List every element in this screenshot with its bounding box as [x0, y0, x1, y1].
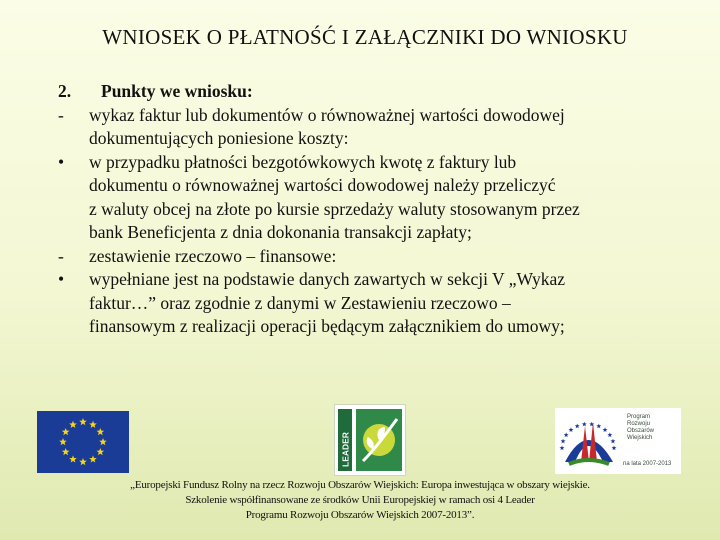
star-icon: [62, 428, 70, 435]
star-icon: [99, 438, 107, 445]
star-icon: [575, 424, 580, 429]
star-icon: [59, 438, 67, 445]
star-icon: [69, 455, 77, 462]
list-item-line: wykaz faktur lub dokumentów o równoważnej wartości dowodowej: [89, 104, 565, 125]
list-item-line: bank Beneficjenta z dnia dokonania transakcji zapłaty;: [89, 222, 472, 242]
star-icon: [89, 421, 97, 428]
star-icon: [62, 448, 70, 455]
footer-line: Szkolenie współfinansowane ze środków Unii Europejskiej w ramach osi 4 Leader: [185, 494, 535, 506]
star-icon: [97, 448, 105, 455]
prow-logo-years: na lata 2007-2013: [623, 461, 672, 467]
list-item-line: dokumentujących poniesione koszty:: [89, 128, 349, 148]
section-number: 2.: [58, 81, 72, 101]
list-item-line: w przypadku płatności bezgotówkowych kwotę z faktury lub: [89, 151, 517, 172]
bullet-marker: •: [58, 151, 65, 172]
dash-marker: -: [58, 104, 64, 125]
star-icon: [89, 455, 97, 462]
logo-strip: [0, 402, 720, 477]
slide-content: [58, 80, 658, 339]
star-icon: [564, 432, 569, 437]
star-icon: [607, 432, 612, 437]
list-item: [58, 268, 658, 339]
leader-logo-icon: [334, 404, 406, 476]
bullet-marker: •: [58, 269, 65, 289]
list-item-line: dokumentu o równoważnej wartości dowodowej należy przeliczyć: [89, 175, 556, 195]
list-item: [58, 104, 658, 151]
section-heading-text: Punkty we wniosku:: [101, 81, 253, 101]
section-heading: [58, 80, 658, 104]
leader-text: LEADER: [340, 432, 351, 467]
footer-note: [40, 478, 680, 523]
dash-marker: -: [58, 245, 64, 266]
star-icon: [97, 428, 105, 435]
star-icon: [560, 445, 565, 450]
star-icon: [603, 427, 608, 432]
footer-line: Programu Rozwoju Obszarów Wiejskich 2007-2013”.: [245, 509, 475, 521]
prow-logo-line: Obszarów: [627, 428, 655, 434]
list-item-line: finansowym z realizacji operacji będącym załącznikiem do umowy;: [89, 316, 565, 336]
star-icon: [582, 422, 587, 427]
star-icon: [69, 421, 77, 428]
star-icon: [596, 424, 601, 429]
prow-logo-label: [627, 414, 679, 442]
footer-line: „Europejski Fundusz Rolny na rzecz Rozwoju Obszarów Wiejskich: Europa inwestująca w obszary wiejskie.: [130, 479, 590, 491]
eu-flag-icon: [37, 411, 129, 473]
prow-logo-icon: [555, 408, 681, 474]
prow-logo-line: Wiejskich: [627, 435, 653, 441]
list-item: [58, 245, 658, 269]
star-icon: [569, 427, 574, 432]
slide-title: WNIOSEK O PŁATNOŚĆ I ZAŁĄCZNIKI DO WNIOSKU: [102, 25, 628, 49]
prow-logo-line: Rozwoju: [627, 421, 651, 427]
star-icon: [79, 458, 87, 465]
list-item-line: z waluty obcej na złote po kursie sprzedaży waluty stosowanym przez: [89, 198, 580, 219]
star-icon: [610, 439, 615, 444]
star-icon: [561, 439, 566, 444]
list-item-line: zestawienie rzeczowo – finansowe:: [89, 245, 337, 266]
star-icon: [589, 422, 594, 427]
list-item: [58, 151, 658, 245]
star-icon: [612, 445, 617, 450]
star-icon: [79, 418, 87, 425]
list-item-line: wypełniane jest na podstawie danych zawartych w sekcji V „Wykaz: [89, 269, 565, 289]
list-item-line: faktur…” oraz zgodnie z danymi w Zestawieniu rzeczowo –: [89, 292, 511, 313]
prow-logo-line: Program: [627, 414, 651, 420]
